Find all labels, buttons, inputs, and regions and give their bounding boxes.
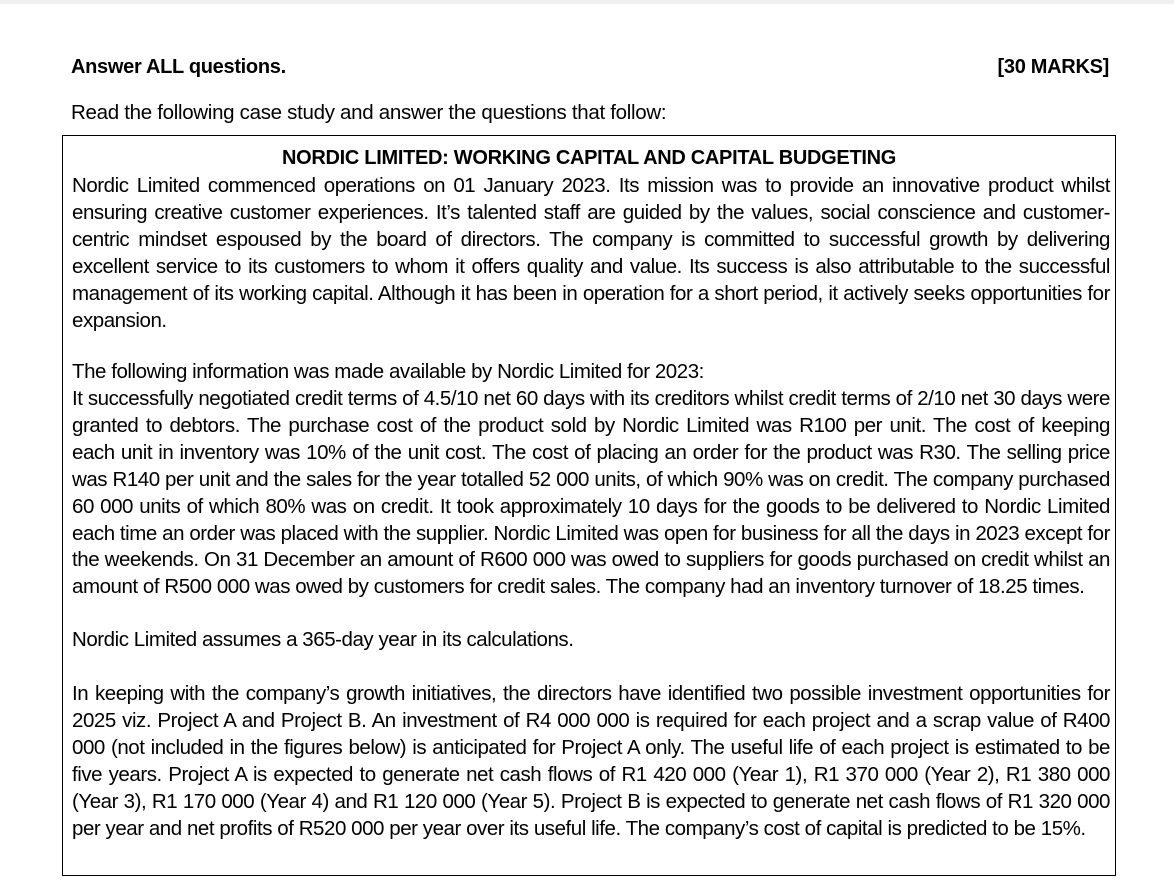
case-study-box bbox=[62, 135, 1116, 876]
paragraph-credit-terms: It successfully negotiated credit terms of 4.5/10 net 60 days with its creditors whilst credit terms of 2/10 net 30 days were granted to debtors. The purchase cost of the product sold by Nordic Limited was R100 per unit. The cost of keeping each unit in inventory was 10% of the unit cost. The cost of placing an order for the product was R30. The selling price was R140 per unit and the sales for the year totalled 52 000 units, of which 90% was on credit. The company purchased 60 000 units of which 80% was on credit. It took approximately 10 days for the goods to be delivered to Nordic Limited each time an order was placed with the supplier. Nordic Limited was open for business for all the days in 2023 except for the weekends. On 31 December an amount of R600 000 was owed to suppliers for goods purchased on credit whilst an amount of R500 000 was owed by customers for credit sales. The company had an inventory turnover of 18.25 times. bbox=[72, 387, 1110, 599]
top-divider bbox=[0, 0, 1174, 4]
instruction-text: Answer ALL questions. bbox=[71, 56, 286, 78]
paragraph-mission: Nordic Limited commenced operations on 01 January 2023. Its mission was to provide an innovative product whilst ensuring creative customer experiences. It’s talented staff are guided by the values, social conscience and customer-centric mindset espoused by the board of directors. The company is committed to successful growth by delivering excellent service to its customers to whom it offers quality and value. Its success is also attributable to the successful management of its working capital. Although it has been in operation for a short period, it actively seeks opportunities for expansion. bbox=[72, 174, 1110, 332]
intro-text: Read the following case study and answer the questions that follow: bbox=[71, 101, 667, 124]
paragraph-year-assumption: Nordic Limited assumes a 365-day year in its calculations. bbox=[72, 628, 574, 651]
case-study-title: NORDIC LIMITED: WORKING CAPITAL AND CAPITAL BUDGETING bbox=[281, 147, 897, 169]
paragraph-investment-projects: In keeping with the company’s growth initiatives, the directors have identified two possible investment opportunities for 2025 viz. Project A and Project B. An investment of R4 000 000 is required for each project and a scrap value of R400 000 (not included in the figures below) is anticipated for Project A only. The useful life of each project is estimated to be five years. Project A is expected to generate net cash flows of R1 420 000 (Year 1), R1 370 000 (Year 2), R1 380 000 (Year 3), R1 170 000 (Year 4) and R1 120 000 (Year 5). Project B is expected to generate net cash flows of R1 320 000 per year and net profits of R520 000 per year over its useful life. The company’s cost of capital is predicted to be 15%. bbox=[72, 682, 1110, 840]
question-header bbox=[71, 56, 1109, 79]
paragraph-info-lead: The following information was made available by Nordic Limited for 2023: bbox=[72, 360, 704, 383]
marks-label: [30 MARKS] bbox=[997, 56, 1109, 78]
